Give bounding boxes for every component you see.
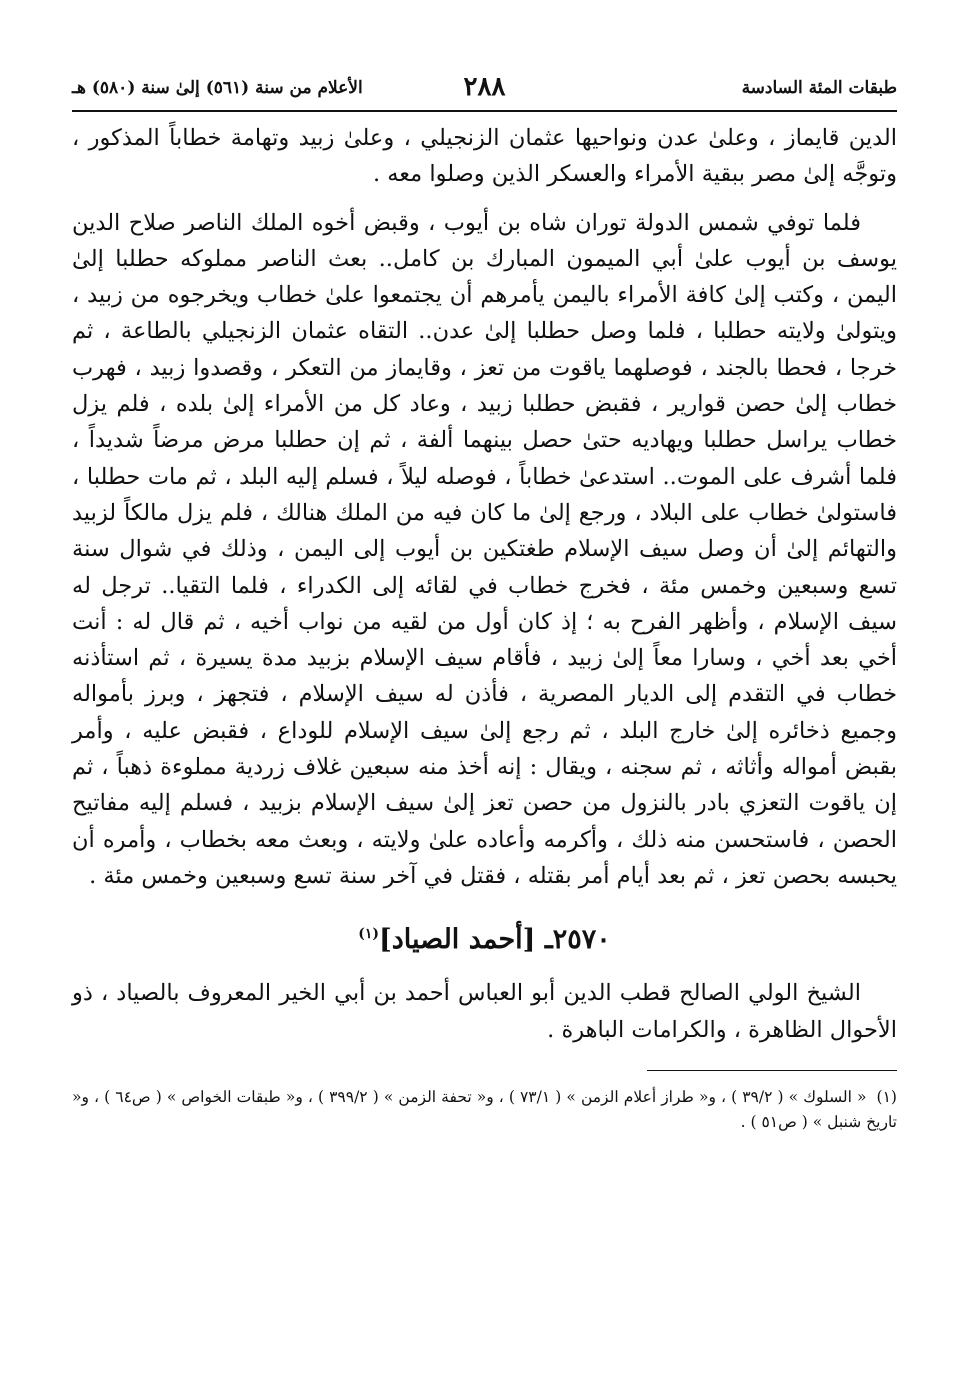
- paragraph-continuation: الدين قايماز ، وعلىٰ عدن ونواحيها عثمان الزنجيلي ، وعلىٰ زبيد وتهامة خطاباً المذكور ، وتوجَّه إلىٰ مصر ببقية الأمراء والعسكر الذين وصلوا معه .: [72, 125, 897, 188]
- footnote-number: (١): [876, 1087, 897, 1106]
- footnote-reference: (١): [358, 926, 379, 943]
- entry-body: الشيخ الولي الصالح قطب الدين أبو العباس أحمد بن أبي الخير المعروف بالصياد ، ذو الأحوال الظاهرة ، والكرامات الباهرة .: [72, 980, 897, 1043]
- footnote: [72, 1085, 897, 1135]
- entry-title: ـ [أحمد الصياد]: [378, 924, 553, 956]
- header-section-title: طبقات المئة السادسة: [741, 78, 897, 98]
- page-number: ٢٨٨: [463, 72, 506, 102]
- main-text: [72, 120, 897, 894]
- paragraph-main: فلما توفي شمس الدولة توران شاه بن أيوب ، وقبض أخوه الملك الناصر صلاح الدين يوسف بن أيوب علىٰ أبي الميمون المبارك بن كامل.. بعث الناصر مملوكه حطلبا إلىٰ اليمن ، وكتب إلىٰ كافة الأمراء باليمن يأمرهم أن يجتمعوا علىٰ خطاب ويخرجوه من زبيد ، ويتولىٰ ولايته حطلبا ، فلما وصل حطلبا إلىٰ عدن.. التقاه عثمان الزنجيلي بالطاعة ، ثم خرجا ، فحطا بالجند ، فوصلهما ياقوت من تعز ، وقايماز من التعكر ، وقصدوا زبيد ، فهرب خطاب إلىٰ حصن قوارير ، فقبض حطلبا زبيد ، وعاد كل من الأمراء إلىٰ بلده ، فلم يزل خطاب يراسل حطلبا ويهاديه حتىٰ حصل بينهما ألفة ، ثم إن حطلبا مرض مرضاً شديداً ، فلما أشرف على الموت.. استدعىٰ خطاباً ، فوصله ليلاً ، فسلم إليه البلد ، ثم مات حطلبا ، فاستولىٰ خطاب على البلاد ، ورجع إلىٰ ما كان فيه من الملك هنالك ، فلم يزل مالكاً لزبيد والتهائم إلىٰ أن وصل سيف الإسلام طغتكين بن أيوب إلى اليمن ، وذلك في شوال سنة تسع وسبعين وخمس مئة ، فخرج خطاب في لقائه إلى الكدراء ، فلما التقيا.. ترجل له سيف الإسلام ، وأظهر الفرح به ؛ إذ كان أول من لقيه من نواب أخيه ، ثم قال له : أنت أخي بعد أخي ، وسارا معاً إلىٰ زبيد ، فأقام سيف الإسلام بزبيد مدة يسيرة ، ثم استأذنه خطاب في التقدم إلى الديار المصرية ، فأذن له سيف الإسلام ، فتجهز ، وبرز بأمواله وجميع ذخائره إلىٰ خارج البلد ، ثم رجع إلىٰ سيف الإسلام للوداع ، فقبض عليه ، وأمر بقبض أمواله وأثاثه ، ثم سجنه ، ويقال : إنه أخذ منه سبعين غلاف زردية مملوءة ذهباً ، ثم إن ياقوت التعزي بادر بالنزول من حصن تعز إلىٰ سيف الإسلام بزبيد ، فسلم إليه مفاتيح الحصن ، فاستحسن منه ذلك ، وأكرمه وأعاده علىٰ ولايته ، وبعث معه بخطاب ، وأمره أن يحبسه بحصن تعز ، ثم بعد أيام أمر بقتله ، فقتل في آخر سنة تسع وسبعين وخمس مئة .: [72, 209, 897, 889]
- entry-number: ٢٥٧٠: [552, 924, 611, 956]
- footnote-divider: [647, 1070, 897, 1071]
- footnote-text: « السلوك » ( ٣٩/٢ ) ، و« طراز أعلام الزمن » ( ٧٣/١ ) ، و« تحفة الزمن » ( ٣٩٩/٢ ) ، و« طبقات الخواص » ( ص٦٤ ) ، و« تاريخ شنبل » ( ص٥١ ) .: [72, 1087, 897, 1131]
- running-header: [72, 72, 897, 112]
- entry-heading: [72, 924, 897, 955]
- header-range-title: الأعلام من سنة (٥٦١) إلىٰ سنة (٥٨٠) هـ: [72, 78, 363, 98]
